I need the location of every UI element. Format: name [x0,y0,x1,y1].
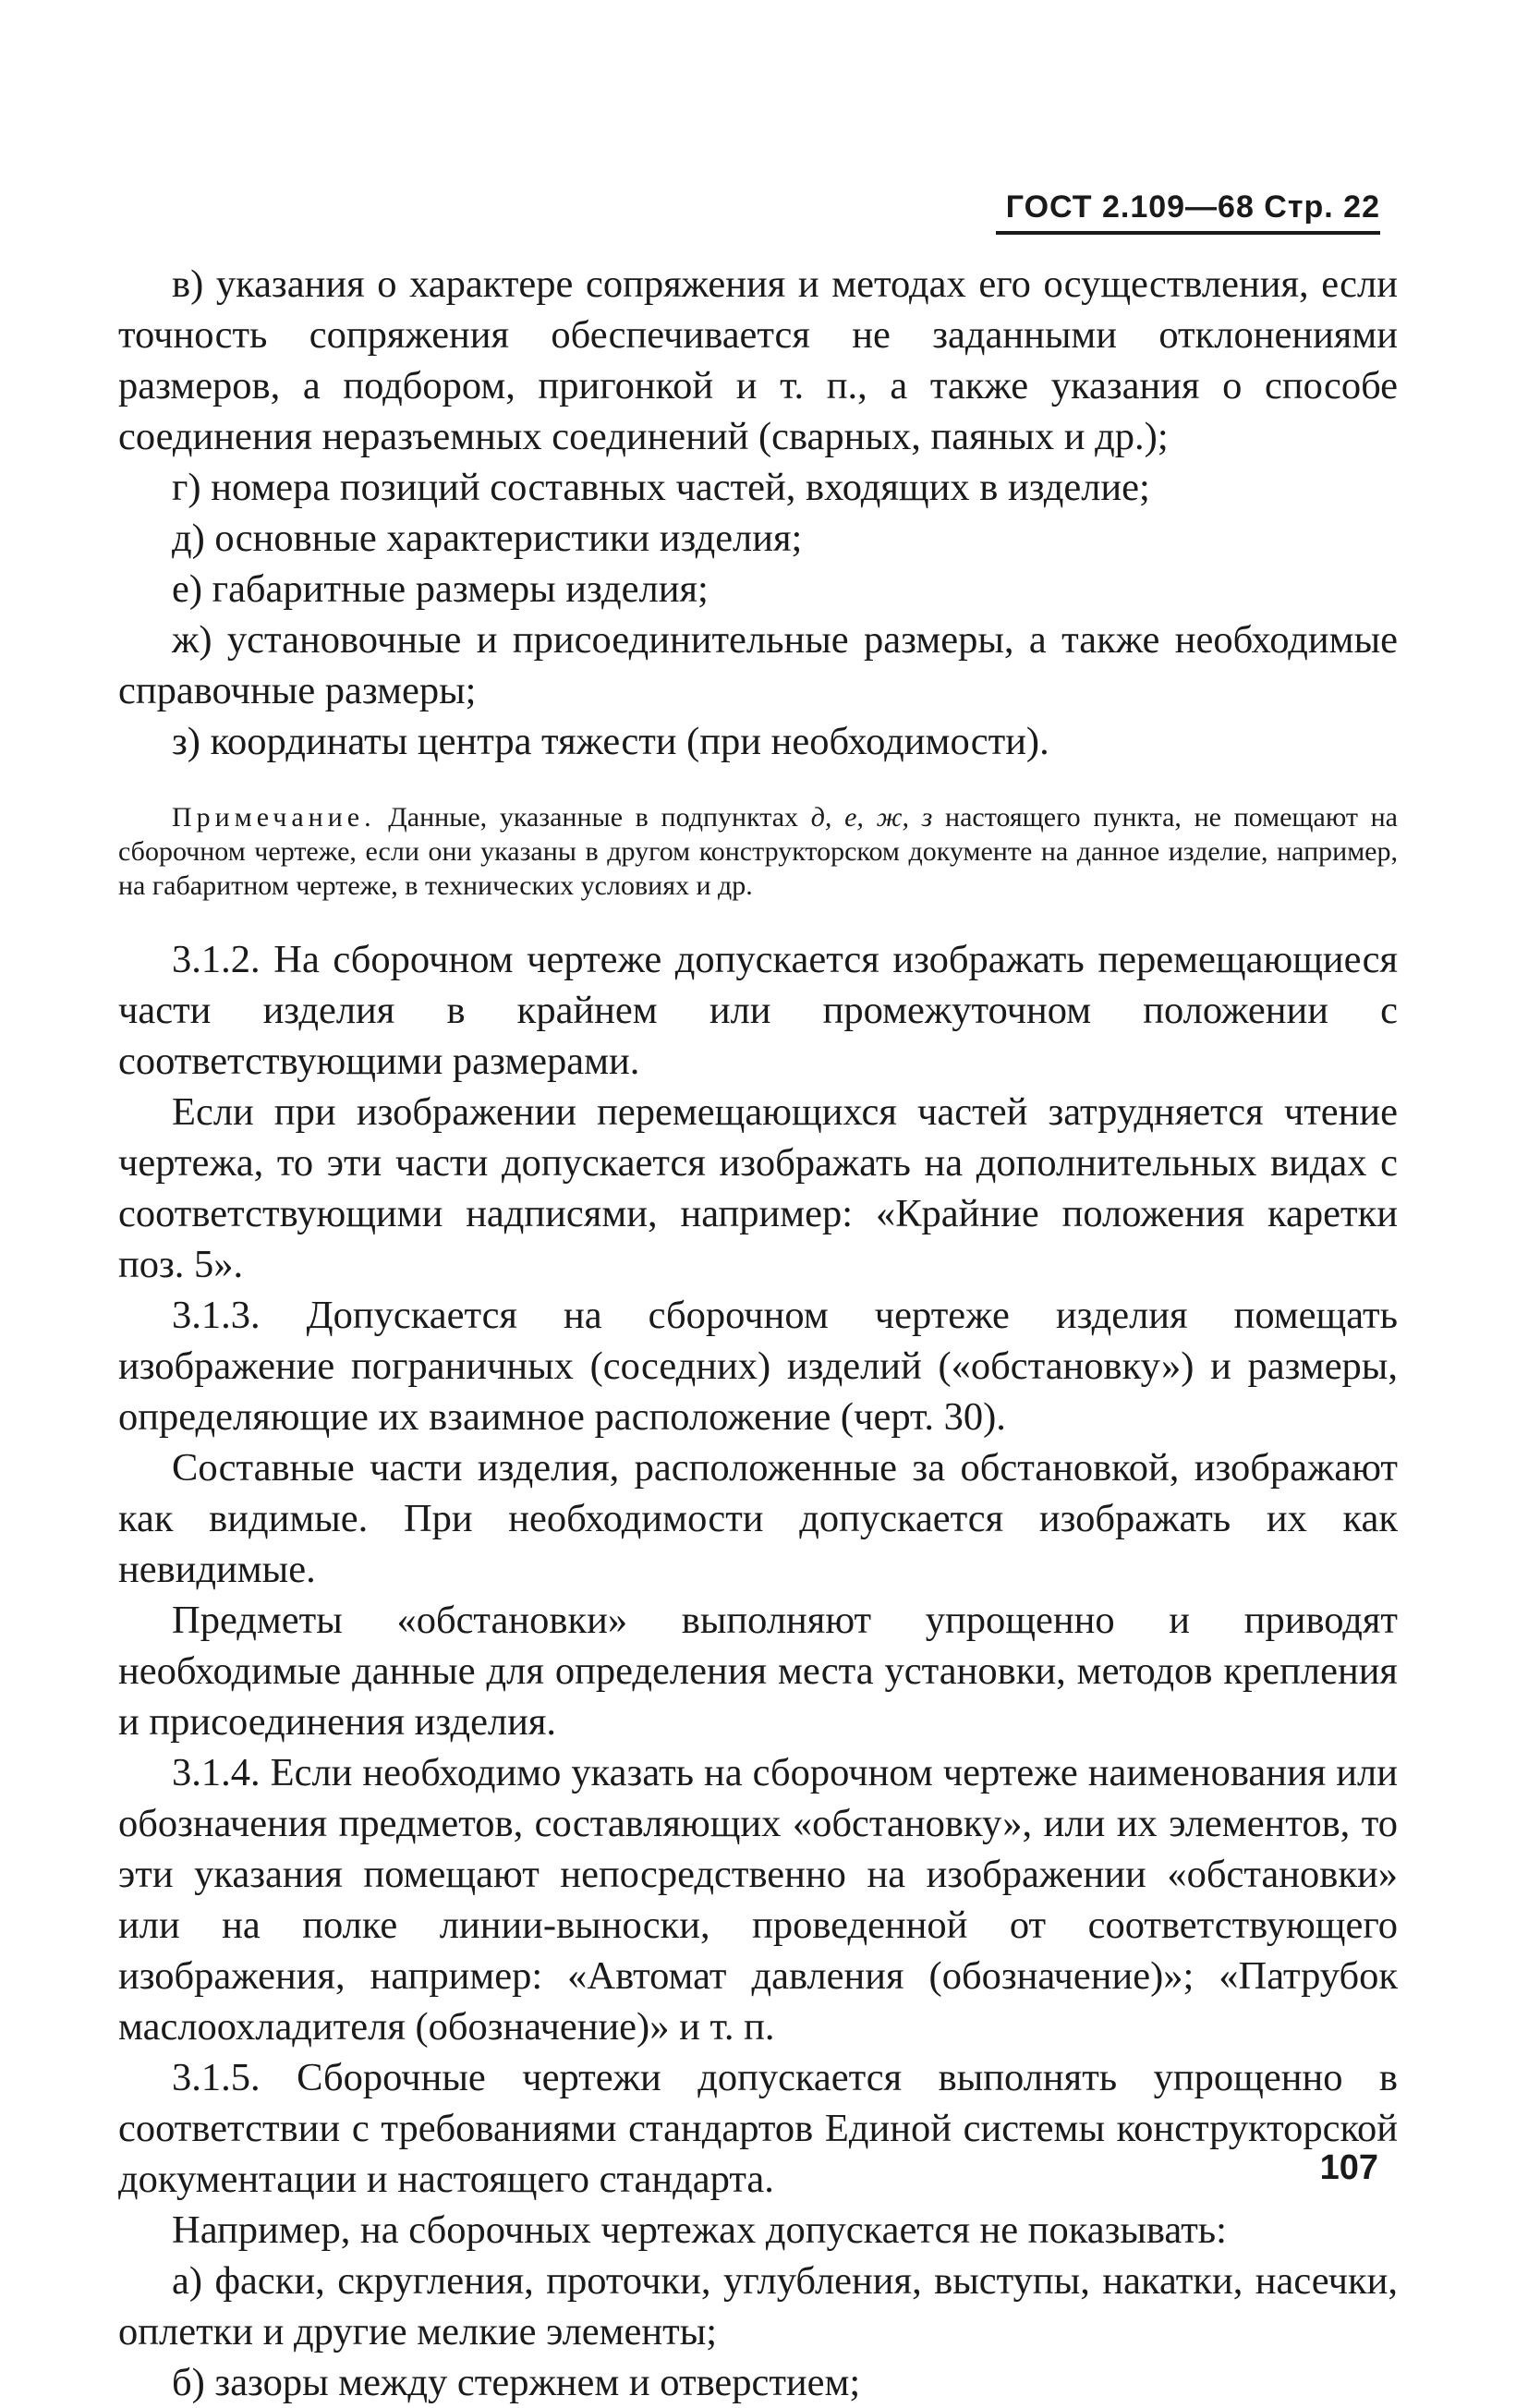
paragraph-components-behind: Составные части изделия, расположенные за обстановкой, изображают как видимые. При необходимости допускается изображать их как невидимые. [118,1446,1398,1591]
paragraph-3-1-2: 3.1.2. На сборочном чертеже допускается изображать перемещающиеся части изделия в крайнем или промежуточном положении с соответствующими размерами. [118,938,1398,1083]
paragraph-3-1-5: 3.1.5. Сборочные чертежи допускается выполнять упрощенно в соответствии с требованиями стандартов Единой системы конструкторской документации и настоящего стандарта. [118,2056,1398,2201]
note-block [118,800,1398,903]
list-item-g: г) номера позиций составных частей, входящих в изделие; [172,466,1150,509]
paragraph-moving-parts: Если при изображении перемещающихся частей затрудняется чтение чертежа, то эти части допускается изображать на дополнительных видах с соответствующими надписями, например: «Крайние положения каретки поз. 5». [118,1090,1398,1286]
header-rule [996,231,1380,235]
paragraph-for-example: Например, на сборочных чертежах допускается не показывать: [172,2208,1227,2252]
list-item-d: д) основные характеристики изделия; [172,517,803,560]
paragraph-3-1-4: 3.1.4. Если необходимо указать на сборочном чертеже наименования или обозначения предметов, составляющих «обстановку», или их элементов, то эти указания помещают непосредственно на изображении «обстановки» или на полке линии-выноски, проведенной от соответствующего изображения, например: «Автомат давления (обозначение)»; «Патрубок маслоохладителя (обозначение)» и т. п. [118,1751,1398,2049]
paragraph-3-1-3: 3.1.3. Допускается на сборочном чертеже изделия помещать изображение пограничных (соседних) изделий («обстановку») и размеры, определяющие их взаимное расположение (черт. 30). [118,1294,1398,1439]
list-item-b: б) зазоры между стержнем и отверстием; [172,2361,861,2404]
list-item-zh: ж) установочные и присоединительные размеры, а также необходимые справочные размеры; [118,618,1398,712]
paragraph-environment-items: Предметы «обстановки» выполняют упрощенно и приводят необходимые данные для определения места установки, методов крепления и присоединения изделия. [118,1599,1398,1744]
list-item-a: а) фаски, скругления, проточки, углубления, выступы, накатки, насечки, оплетки и другие мелкие элементы; [118,2259,1398,2353]
note-text-1: Данные, указанные в подпунктах [375,802,811,833]
note-text-2: настоящего пункта, не помещают на сборочном чертеже, если они указаны в другом конструкторском документе на данное изделие, например, на габаритном чертеже, в технических условиях и др. [118,802,1399,901]
note-label: Примечание. [172,802,376,833]
page-header: ГОСТ 2.109—68 Стр. 22 [1005,189,1380,225]
page-body [118,259,1398,2408]
page-number: 107 [1319,2148,1378,2187]
list-item-z: з) координаты центра тяжести (при необходимости). [172,720,1049,763]
note-letters: д, е, ж, з [810,802,933,833]
list-item-e: е) габаритные размеры изделия; [172,567,709,611]
list-item-v: в) указания о характере сопряжения и методах его осуществления, если точность сопряжения обеспечивается не заданными отклонениями размеров, а подбором, пригонкой и т. п., а также указания о способе соединения неразъемных соединений (сварных, паяных и др.); [118,262,1398,458]
